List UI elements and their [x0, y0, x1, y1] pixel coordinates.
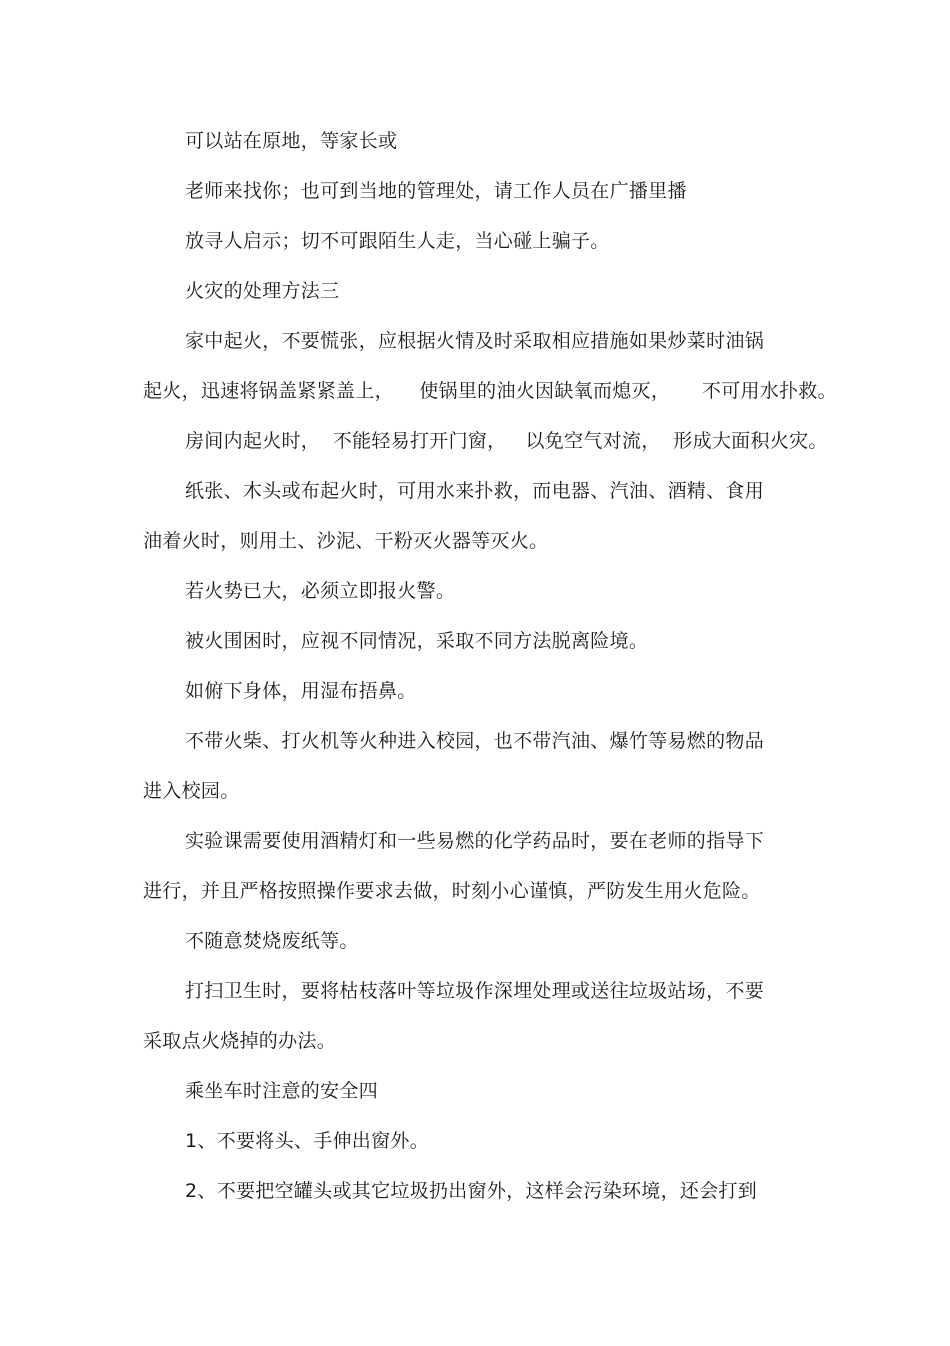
- text-line: 放寻人启示；切不可跟陌生人走，当心碰上骗子。: [185, 230, 610, 252]
- text-line: 若火势已大，必须立即报火警。: [185, 580, 456, 602]
- text-line: 油着火时，则用土、沙泥、干粉灭火器等灭火。: [143, 530, 549, 552]
- text-line: 起火，迅速将锅盖紧紧盖上， 使锅里的油火因缺氧而熄灭， 不可用水扑救。: [143, 380, 837, 402]
- text-line: 不随意焚烧废纸等。: [185, 930, 359, 952]
- text-line: 被火围困时，应视不同情况，采取不同方法脱离险境。: [185, 630, 649, 652]
- text-line: 实验课需要使用酒精灯和一些易燃的化学药品时，要在老师的指导下: [185, 830, 765, 852]
- text-line: 不带火柴、打火机等火种进入校园，也不带汽油、爆竹等易燃的物品: [185, 730, 765, 752]
- text-line: 老师来找你；也可到当地的管理处，请工作人员在广播里播: [185, 180, 687, 202]
- text-line: 如俯下身体，用湿布捂鼻。: [185, 680, 417, 702]
- section-heading: 乘坐车时注意的安全四: [185, 1080, 379, 1102]
- text-line: 进入校园。: [143, 780, 240, 802]
- text-line: 采取点火烧掉的办法。: [143, 1030, 337, 1052]
- list-item: 2、不要把空罐头或其它垃圾扔出窗外，这样会污染环境，还会打到: [185, 1180, 758, 1202]
- text-line: 可以站在原地，等家长或: [185, 130, 398, 152]
- text-line: 家中起火，不要慌张，应根据火情及时采取相应措施如果炒菜时油锅: [185, 330, 765, 352]
- text-line: 进行，并且严格按照操作要求去做，时刻小心谨慎，严防发生用火危险。: [143, 880, 761, 902]
- section-heading: 火灾的处理方法三: [185, 280, 340, 302]
- list-item: 1、不要将头、手伸出窗外。: [185, 1130, 429, 1152]
- text-line: 纸张、木头或布起火时，可用水来扑救，而电器、汽油、酒精、食用: [185, 480, 765, 502]
- text-line: 打扫卫生时，要将枯枝落叶等垃圾作深埋处理或送往垃圾站场，不要: [185, 980, 765, 1002]
- text-line: 房间内起火时， 不能轻易打开门窗， 以免空气对流， 形成大面积火灾。: [185, 430, 828, 452]
